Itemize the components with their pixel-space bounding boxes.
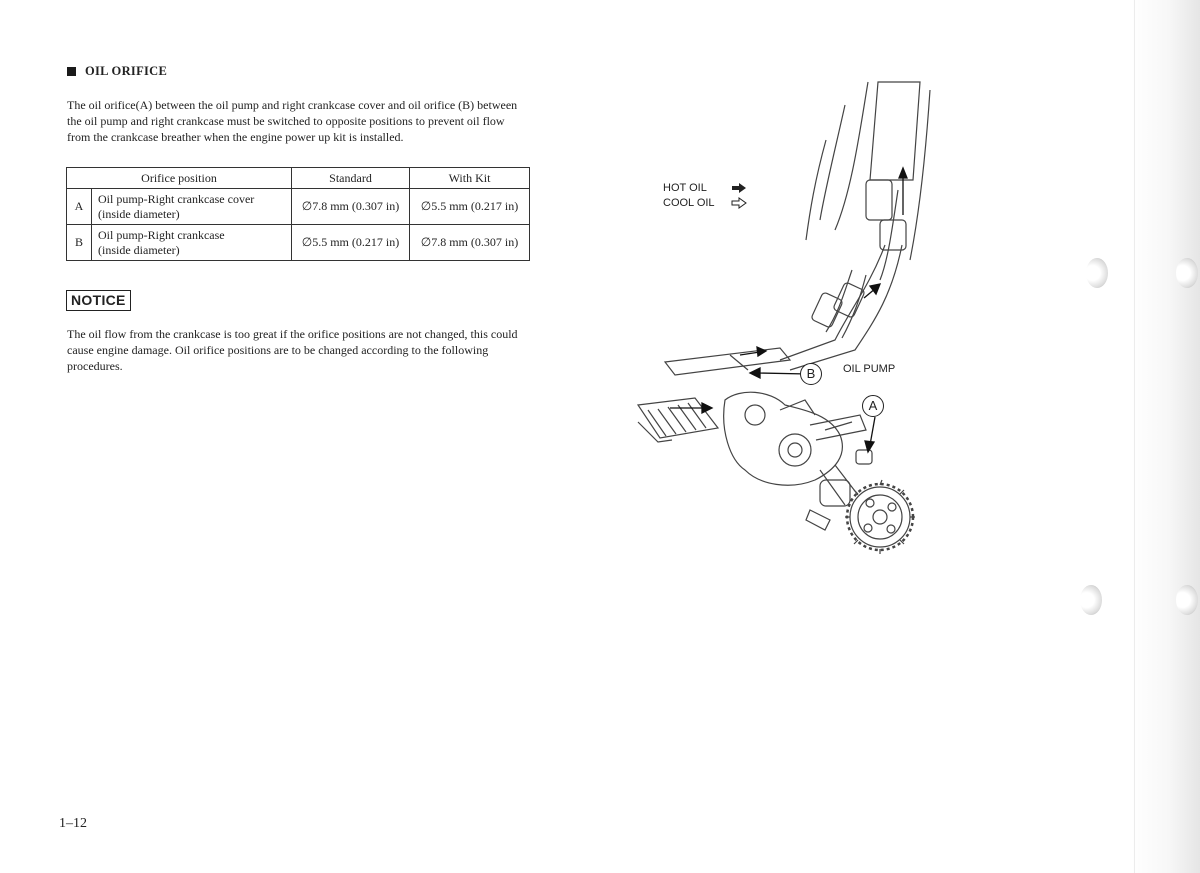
- bullet-square-icon: [67, 67, 76, 76]
- intro-paragraph: The oil orifice(A) between the oil pump and right crankcase cover and oil orifice (B) between the oil pump and right crankcase must be switched to opposite positions to prevent oil flow from the crankcase breather when the engine power up kit is installed.: [67, 98, 518, 144]
- page-edge-shadow: [1130, 0, 1200, 873]
- table-header-row: [67, 168, 530, 189]
- legend-item-cool-oil: [663, 195, 747, 210]
- orifice-b-marker: B: [800, 363, 822, 385]
- orifice-spec-table: [66, 167, 530, 261]
- page-fold-line: [1134, 0, 1135, 873]
- hollow-arrow-icon: [731, 197, 747, 209]
- row-with-kit-value: ∅7.8 mm (0.307 in): [410, 225, 530, 261]
- row-position-line2: (inside diameter): [98, 206, 180, 221]
- flow-legend: [663, 180, 747, 210]
- oil-pump-line-drawing: [630, 70, 940, 560]
- header-standard: Standard: [292, 168, 410, 189]
- section-title-text: OIL ORIFICE: [85, 64, 168, 78]
- legend-label: COOL OIL: [663, 196, 715, 209]
- table-row: [67, 189, 530, 225]
- orifice-a-marker: A: [862, 395, 884, 417]
- row-position-line1: Oil pump-Right crankcase cover: [98, 191, 255, 206]
- solid-arrow-icon: [731, 182, 747, 194]
- section-heading: [67, 64, 167, 79]
- table-row: [67, 225, 530, 261]
- row-key: A: [67, 189, 92, 225]
- row-standard-value: ∅7.8 mm (0.307 in): [292, 189, 410, 225]
- row-position: [92, 225, 292, 261]
- row-position-line1: Oil pump-Right crankcase: [98, 227, 225, 242]
- row-key: B: [67, 225, 92, 261]
- binder-hole: [1086, 258, 1108, 288]
- legend-label: HOT OIL: [663, 181, 707, 194]
- row-position-line2: (inside diameter): [98, 242, 180, 257]
- legend-item-hot-oil: [663, 180, 747, 195]
- row-position: [92, 189, 292, 225]
- binder-hole: [1176, 258, 1198, 288]
- row-standard-value: ∅5.5 mm (0.217 in): [292, 225, 410, 261]
- binder-hole: [1176, 585, 1198, 615]
- row-with-kit-value: ∅5.5 mm (0.217 in): [410, 189, 530, 225]
- notice-paragraph: The oil flow from the crankcase is too great if the orifice positions are not changed, this could cause engine damage. Oil orifice positions are to be changed according to the following procedures.: [67, 327, 518, 373]
- header-with-kit: With Kit: [410, 168, 530, 189]
- page-number: 1–12: [59, 816, 87, 831]
- notice-label: NOTICE: [66, 290, 131, 311]
- binder-hole: [1080, 585, 1102, 615]
- oil-pump-label: OIL PUMP: [843, 363, 896, 375]
- header-orifice-position: Orifice position: [67, 168, 292, 189]
